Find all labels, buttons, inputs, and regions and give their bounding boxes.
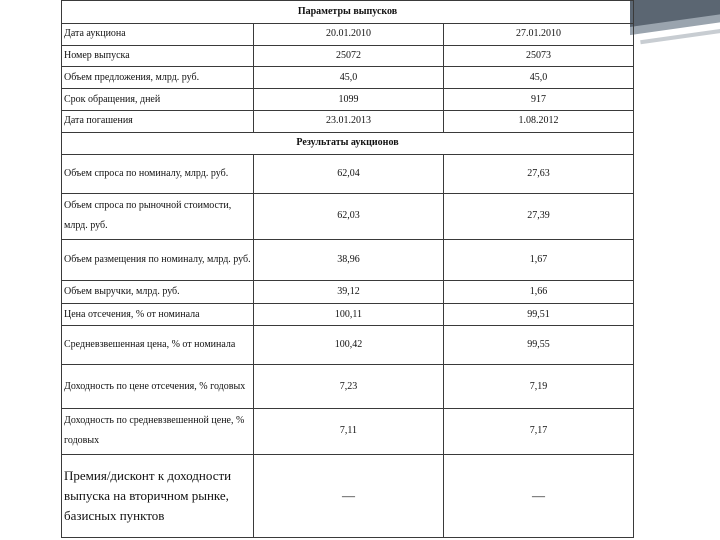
table-header-row xyxy=(62,1,634,24)
row-label: Средневзвешенная цена, % от номинала xyxy=(62,325,254,364)
value-cell: 38,96 xyxy=(254,239,444,281)
section-header-row xyxy=(62,132,634,154)
value-cell: 25072 xyxy=(254,45,444,67)
value-cell: 23.01.2013 xyxy=(254,111,444,133)
value-cell: 39,12 xyxy=(254,281,444,304)
value-cell: 7,23 xyxy=(254,365,444,409)
row-label: Доходность по цене отсечения, % годовых xyxy=(62,365,254,409)
value-cell: 99,51 xyxy=(444,304,634,326)
value-cell: 62,04 xyxy=(254,154,444,193)
value-cell: — xyxy=(444,454,634,537)
value-cell: 917 xyxy=(444,89,634,111)
row-label: Объем выручки, млрд. руб. xyxy=(62,281,254,304)
slide-corner-decoration xyxy=(630,0,720,60)
table-row xyxy=(62,89,634,111)
value-cell: — xyxy=(254,454,444,537)
value-cell: 7,19 xyxy=(444,365,634,409)
table-row xyxy=(62,194,634,240)
row-label: Объем предложения, млрд. руб. xyxy=(62,67,254,89)
table-row xyxy=(62,281,634,304)
table-row xyxy=(62,304,634,326)
value-cell: 27.01.2010 xyxy=(444,23,634,45)
row-label: Номер выпуска xyxy=(62,45,254,67)
auction-parameters-table xyxy=(61,0,634,538)
row-label: Дата аукциона xyxy=(62,23,254,45)
value-cell: 1099 xyxy=(254,89,444,111)
table-title: Параметры выпусков xyxy=(62,1,634,24)
table-row xyxy=(62,454,634,537)
table-row xyxy=(62,325,634,364)
value-cell: 100,11 xyxy=(254,304,444,326)
value-cell: 20.01.2010 xyxy=(254,23,444,45)
value-cell: 1,67 xyxy=(444,239,634,281)
table-row xyxy=(62,239,634,281)
table-row xyxy=(62,365,634,409)
value-cell: 1.08.2012 xyxy=(444,111,634,133)
value-cell: 27,63 xyxy=(444,154,634,193)
value-cell: 27,39 xyxy=(444,194,634,240)
value-cell: 62,03 xyxy=(254,194,444,240)
value-cell: 45,0 xyxy=(254,67,444,89)
value-cell: 7,17 xyxy=(444,409,634,455)
value-cell: 100,42 xyxy=(254,325,444,364)
value-cell: 99,55 xyxy=(444,325,634,364)
table-row xyxy=(62,111,634,133)
table-row xyxy=(62,23,634,45)
value-cell: 45,0 xyxy=(444,67,634,89)
table-row xyxy=(62,409,634,455)
row-label: Объем спроса по рыночной стоимости, млрд. руб. xyxy=(62,194,254,240)
value-cell: 1,66 xyxy=(444,281,634,304)
value-cell: 25073 xyxy=(444,45,634,67)
row-label: Премия/дисконт к доходности выпуска на вторичном рынке, базисных пунктов xyxy=(62,454,254,537)
row-label: Дата погашения xyxy=(62,111,254,133)
row-label: Объем размещения по номиналу, млрд. руб. xyxy=(62,239,254,281)
table-row xyxy=(62,154,634,193)
row-label: Объем спроса по номиналу, млрд. руб. xyxy=(62,154,254,193)
section-title: Результаты аукционов xyxy=(62,132,634,154)
row-label: Срок обращения, дней xyxy=(62,89,254,111)
row-label: Доходность по средневзвешенной цене, % годовых xyxy=(62,409,254,455)
row-label: Цена отсечения, % от номинала xyxy=(62,304,254,326)
table-row xyxy=(62,67,634,89)
value-cell: 7,11 xyxy=(254,409,444,455)
table-row xyxy=(62,45,634,67)
